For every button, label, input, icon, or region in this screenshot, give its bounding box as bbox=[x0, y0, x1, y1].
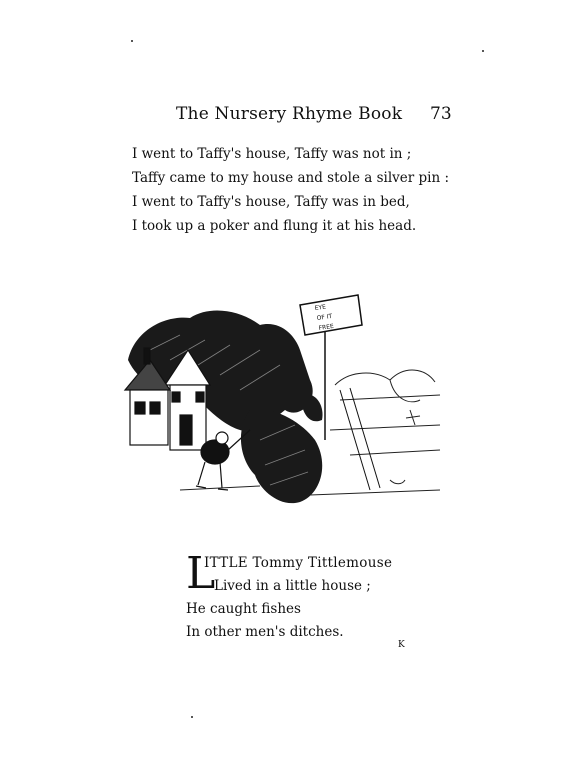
verse-line: Taffy came to my house and stole a silver pin : bbox=[132, 170, 450, 186]
verse-line: I went to Taffy's house, Taffy was in bed, bbox=[132, 194, 410, 210]
page-number: 73 bbox=[430, 104, 452, 124]
verse-line: I went to Taffy's house, Taffy was not in ; bbox=[132, 146, 412, 162]
verse-line: Lived in a little house ; bbox=[214, 578, 371, 594]
verse-line: In other men's ditches. bbox=[186, 624, 344, 640]
sign-line: EYE bbox=[314, 303, 327, 312]
verse-line: I took up a poker and flung it at his head. bbox=[132, 218, 417, 234]
sign-line: FREE bbox=[318, 322, 335, 332]
illustration-taffy bbox=[110, 290, 450, 510]
rhyme-tommy bbox=[186, 548, 393, 644]
rhyme-taffy bbox=[132, 142, 449, 238]
page-speck bbox=[482, 50, 484, 52]
page-speck bbox=[191, 716, 193, 718]
page-speck bbox=[131, 40, 133, 42]
verse-line: He caught fishes bbox=[186, 601, 301, 617]
verse-line: ITTLE Tommy Tittlemouse bbox=[204, 555, 393, 571]
ladder bbox=[340, 388, 380, 490]
running-head: The Nursery Rhyme Book bbox=[176, 104, 403, 124]
signature-mark: K bbox=[398, 640, 405, 650]
sign-line: OF IT bbox=[316, 312, 333, 322]
drop-cap: L bbox=[186, 548, 216, 599]
